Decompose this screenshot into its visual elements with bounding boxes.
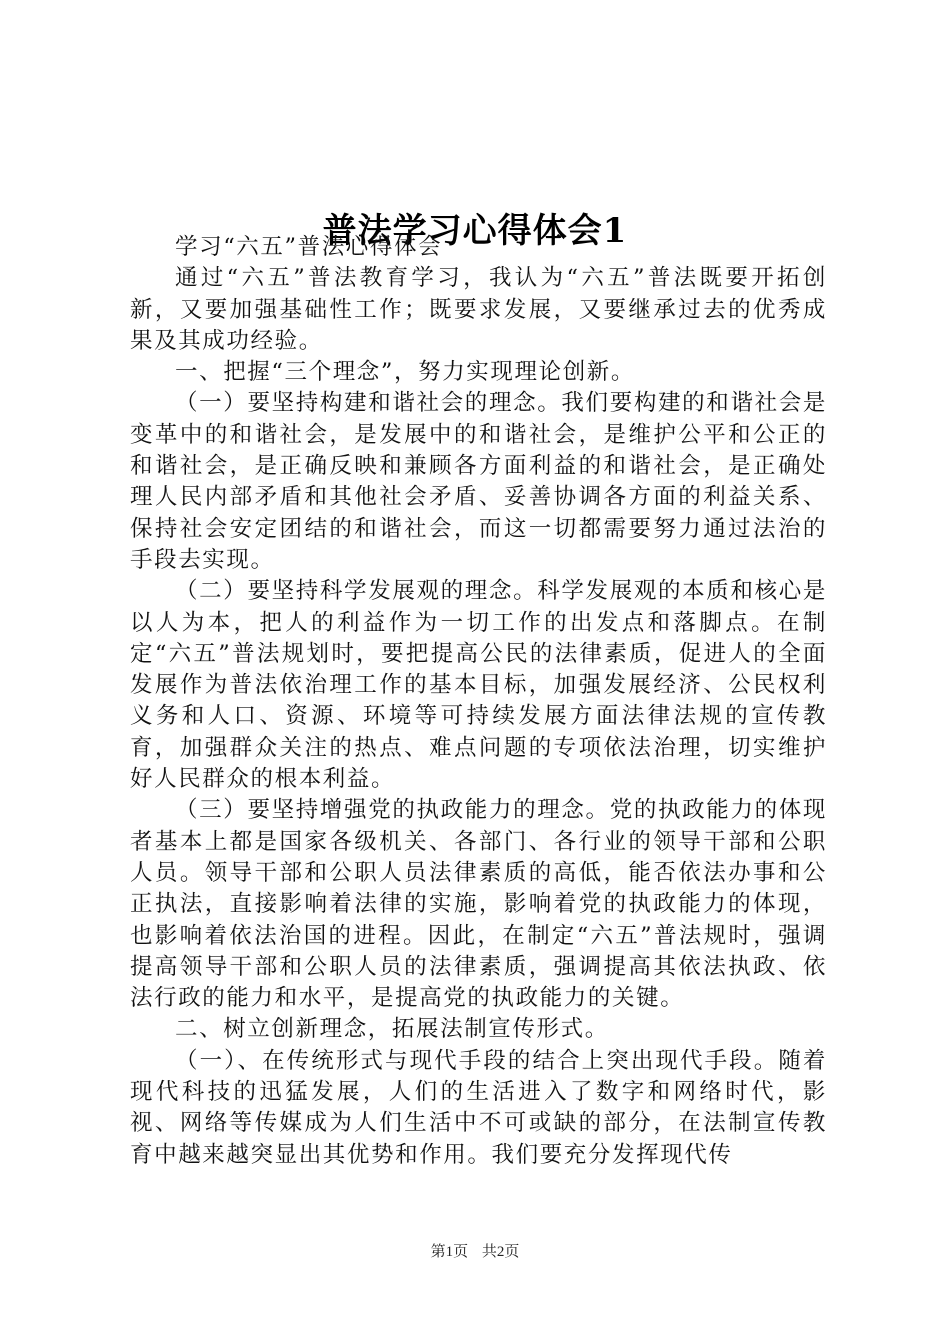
section-heading: 二、树立创新理念，拓展法制宣传形式。	[175, 1016, 609, 1043]
page-footer	[0, 1242, 950, 1262]
section-heading: 一、把握“三个理念”，努力实现理论创新。	[175, 359, 636, 386]
document-body	[130, 232, 827, 1171]
paragraph: （二）要坚持科学发展观的理念。科学发展观的本质和核心是以人为本，把人的利益作为一切工作的出发点和落脚点。在制定“六五”普法规划时，要把提高公民的法律素质，促进人的全面发展作为普法依治理工作的基本目标，加强发展经济、公民权利义务和人口、资源、环境等可持续发展方面法律法规的宣传教育，加强群众关注的热点、难点问题的专项依法治理，切实维护好人民群众的根本利益。	[130, 578, 827, 793]
document-title: 普法学习心得体会1	[322, 210, 628, 251]
page-total: 共2页	[481, 1244, 520, 1260]
paragraph: （一）、在传统形式与现代手段的结合上突出现代手段。随着现代科技的迅猛发展，人们的生活进入了数字和网络时代，影视、网络等传媒成为人们生活中不可或缺的部分，在法制宣传教育中越来越突显出其优势和作用。我们要充分发挥现代传	[130, 1047, 827, 1168]
paragraph: （三）要坚持增强党的执政能力的理念。党的执政能力的体现者基本上都是国家各级机关、各部门、各行业的领导干部和公职人员。领导干部和公职人员法律素质的高低，能否依法办事和公正执法，直接影响着法律的实施，影响着党的执政能力的体现，也影响着依法治国的进程。因此，在制定“六五”普法规时，强调提高领导干部和公职人员的法律素质，强调提高其依法执政、依法行政的能力和水平，是提高党的执政能力的关键。	[130, 797, 827, 1012]
paragraph: （一）要坚持构建和谐社会的理念。我们要构建的和谐社会是变革中的和谐社会，是发展中的和谐社会，是维护公平和公正的和谐社会，是正确反映和兼顾各方面利益的和谐社会，是正确处理人民内部矛盾和其他社会矛盾、妥善协调各方面的利益关系、保持社会安定团结的和谐社会，而这一切都需要努力通过法治的手段去实现。	[130, 390, 827, 573]
page-number: 第1页	[430, 1244, 469, 1260]
document-subtitle: 学习“六五”普法心得体会	[175, 234, 443, 260]
paragraph: 通过“六五”普法教育学习，我认为“六五”普法既要开拓创新，又要加强基础性工作；既要求发展，又要继承过去的优秀成果及其成功经验。	[130, 265, 827, 354]
